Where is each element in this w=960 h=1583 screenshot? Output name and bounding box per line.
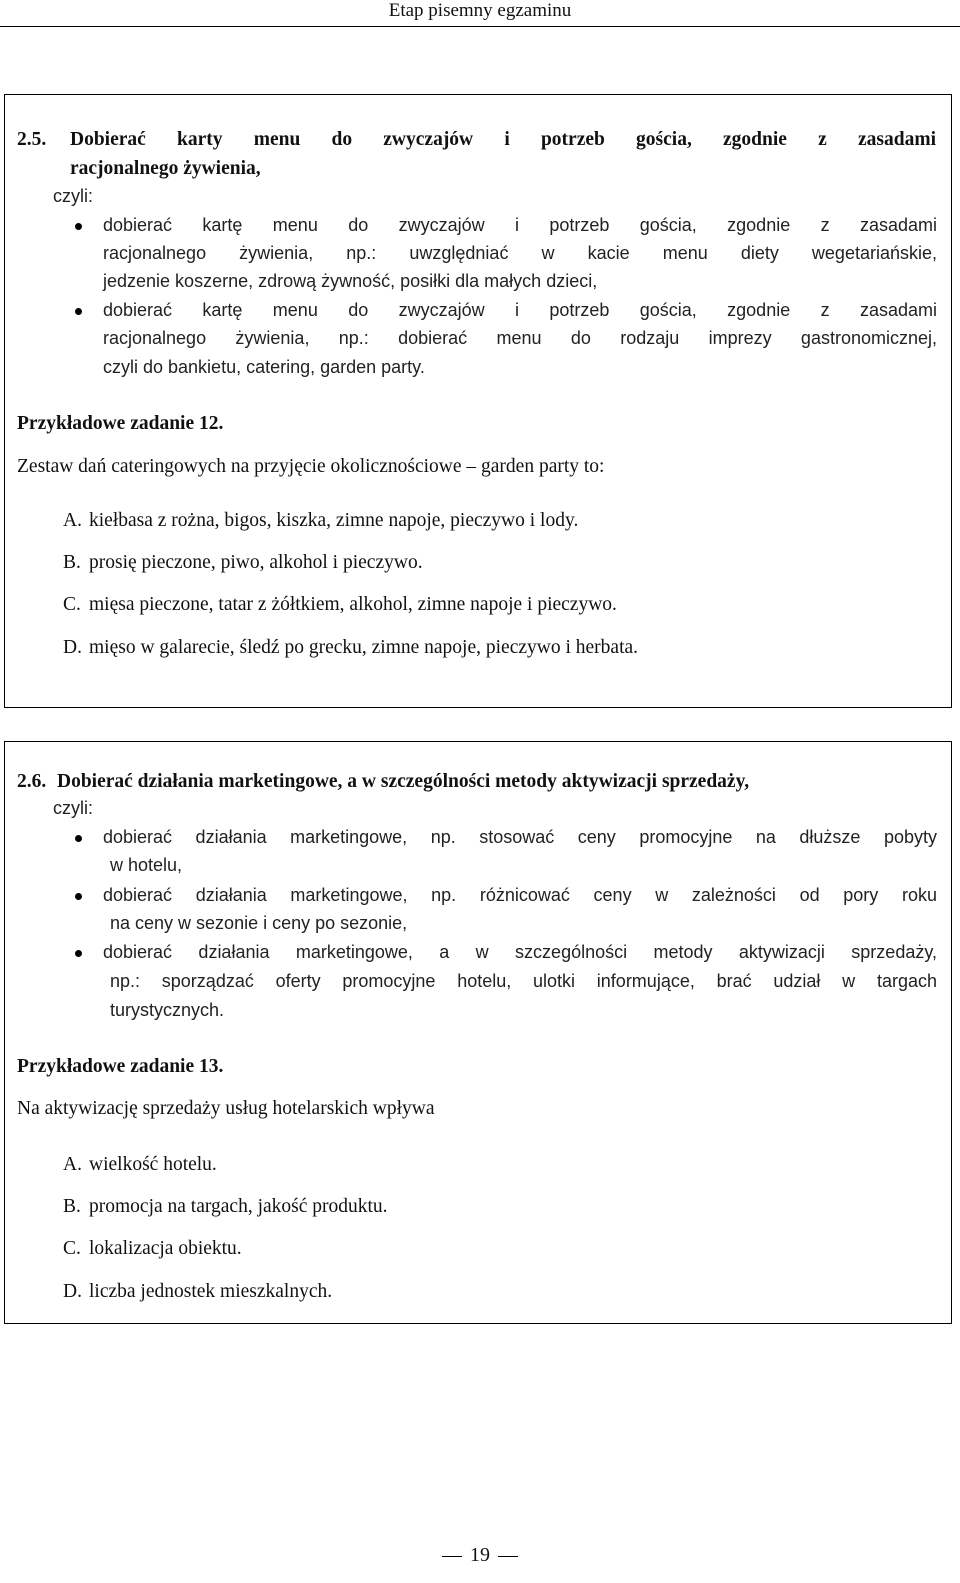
- header-title: Etap pisemny egzaminu: [388, 0, 572, 21]
- bullet2-line1: dobierać kartę menu do zwyczajów i potrzeb gościa, zgodnie z zasadami: [103, 300, 937, 320]
- section-2-5-box: [4, 94, 952, 708]
- option-text: mięsa pieczone, tatar z żółtkiem, alkohol, zimne napoje i pieczywo.: [89, 594, 617, 615]
- answer-option: [63, 1195, 388, 1219]
- bullet-dot-icon: [75, 223, 82, 230]
- answer-option: [63, 509, 578, 533]
- page-footer: [0, 1544, 960, 1567]
- bullet2-line2: na ceny w sezonie i ceny po sezonie,: [110, 913, 408, 933]
- section-number: 2.6.: [17, 771, 47, 792]
- task-question: Zestaw dań cateringowych na przyjęcie okolicznościowe – garden party to:: [17, 456, 605, 477]
- option-text: prosię pieczone, piwo, alkohol i pieczywo.: [89, 552, 423, 573]
- page-header: [0, 0, 960, 27]
- section-number: 2.5.: [17, 129, 47, 150]
- bullet-dot-icon: [75, 950, 82, 957]
- option-letter: B.: [63, 552, 81, 573]
- bullet1-line1: dobierać kartę menu do zwyczajów i potrzeb gościa, zgodnie z zasadami: [103, 215, 937, 235]
- task-title: Przykładowe zadanie 12.: [17, 413, 224, 434]
- bullet2-line2: racjonalnego żywienia, np.: dobierać menu do rodzaju imprezy gastronomicznej,: [103, 328, 937, 348]
- answer-option: [63, 551, 423, 575]
- bullet3-line2: np.: sporządzać oferty promocyjne hotelu, ulotki informujące, brać udział w targach: [110, 971, 937, 991]
- czyli-label: czyli:: [53, 798, 93, 818]
- task-title: Przykładowe zadanie 13.: [17, 1056, 224, 1077]
- bullet-dot-icon: [75, 835, 82, 842]
- option-text: lokalizacja obiektu.: [89, 1238, 242, 1259]
- option-text: mięso w galarecie, śledź po grecku, zimne napoje, pieczywo i herbata.: [89, 637, 639, 658]
- answer-option: [63, 1280, 332, 1304]
- section-2-6-box: [4, 741, 952, 1324]
- bullet1-line2: w hotelu,: [110, 855, 183, 875]
- answer-option: [63, 636, 638, 660]
- section-heading-line1: Dobierać karty menu do zwyczajów i potrzeb gościa, zgodnie z zasadami: [70, 129, 936, 150]
- page-number: 19: [470, 1544, 490, 1566]
- dash-right: [498, 1556, 518, 1558]
- option-text: promocja na targach, jakość produktu.: [89, 1196, 388, 1217]
- option-letter: B.: [63, 1196, 81, 1217]
- task-question: Na aktywizację sprzedaży usług hotelarskich wpływa: [17, 1098, 435, 1119]
- dash-left: [442, 1556, 462, 1558]
- bullet1-line1: dobierać działania marketingowe, np. stosować ceny promocyjne na dłuższe pobyty: [103, 827, 937, 847]
- bullet2-line3: czyli do bankietu, catering, garden party.: [103, 357, 425, 377]
- bullet-dot-icon: [75, 893, 82, 900]
- option-letter: D.: [63, 1281, 82, 1302]
- option-letter: C.: [63, 594, 81, 615]
- option-letter: A.: [63, 1154, 82, 1175]
- czyli-label: czyli:: [53, 186, 93, 206]
- option-text: kiełbasa z rożna, bigos, kiszka, zimne napoje, pieczywo i lody.: [89, 510, 579, 531]
- section-heading-line2: racjonalnego żywienia,: [70, 158, 261, 179]
- bullet2-line1: dobierać działania marketingowe, np. różnicować ceny w zależności od pory roku: [103, 885, 937, 905]
- answer-option: [63, 1153, 217, 1177]
- option-text: wielkość hotelu.: [89, 1154, 217, 1175]
- bullet3-line1: dobierać działania marketingowe, a w szczególności metody aktywizacji sprzedaży,: [103, 942, 937, 962]
- option-text: liczba jednostek mieszkalnych.: [89, 1281, 333, 1302]
- bullet1-line2: racjonalnego żywienia, np.: uwzględniać w kacie menu diety wegetariańskie,: [103, 243, 937, 263]
- option-letter: A.: [63, 510, 82, 531]
- bullet3-line3: turystycznych.: [110, 1000, 225, 1020]
- section-heading: Dobierać działania marketingowe, a w szczególności metody aktywizacji sprzedaży,: [57, 771, 750, 792]
- answer-option: [63, 1237, 242, 1261]
- bullet-dot-icon: [75, 308, 82, 315]
- option-letter: D.: [63, 637, 82, 658]
- bullet1-line3: jedzenie koszerne, zdrową żywność, posiłki dla małych dzieci,: [103, 271, 598, 291]
- option-letter: C.: [63, 1238, 81, 1259]
- answer-option: [63, 593, 617, 617]
